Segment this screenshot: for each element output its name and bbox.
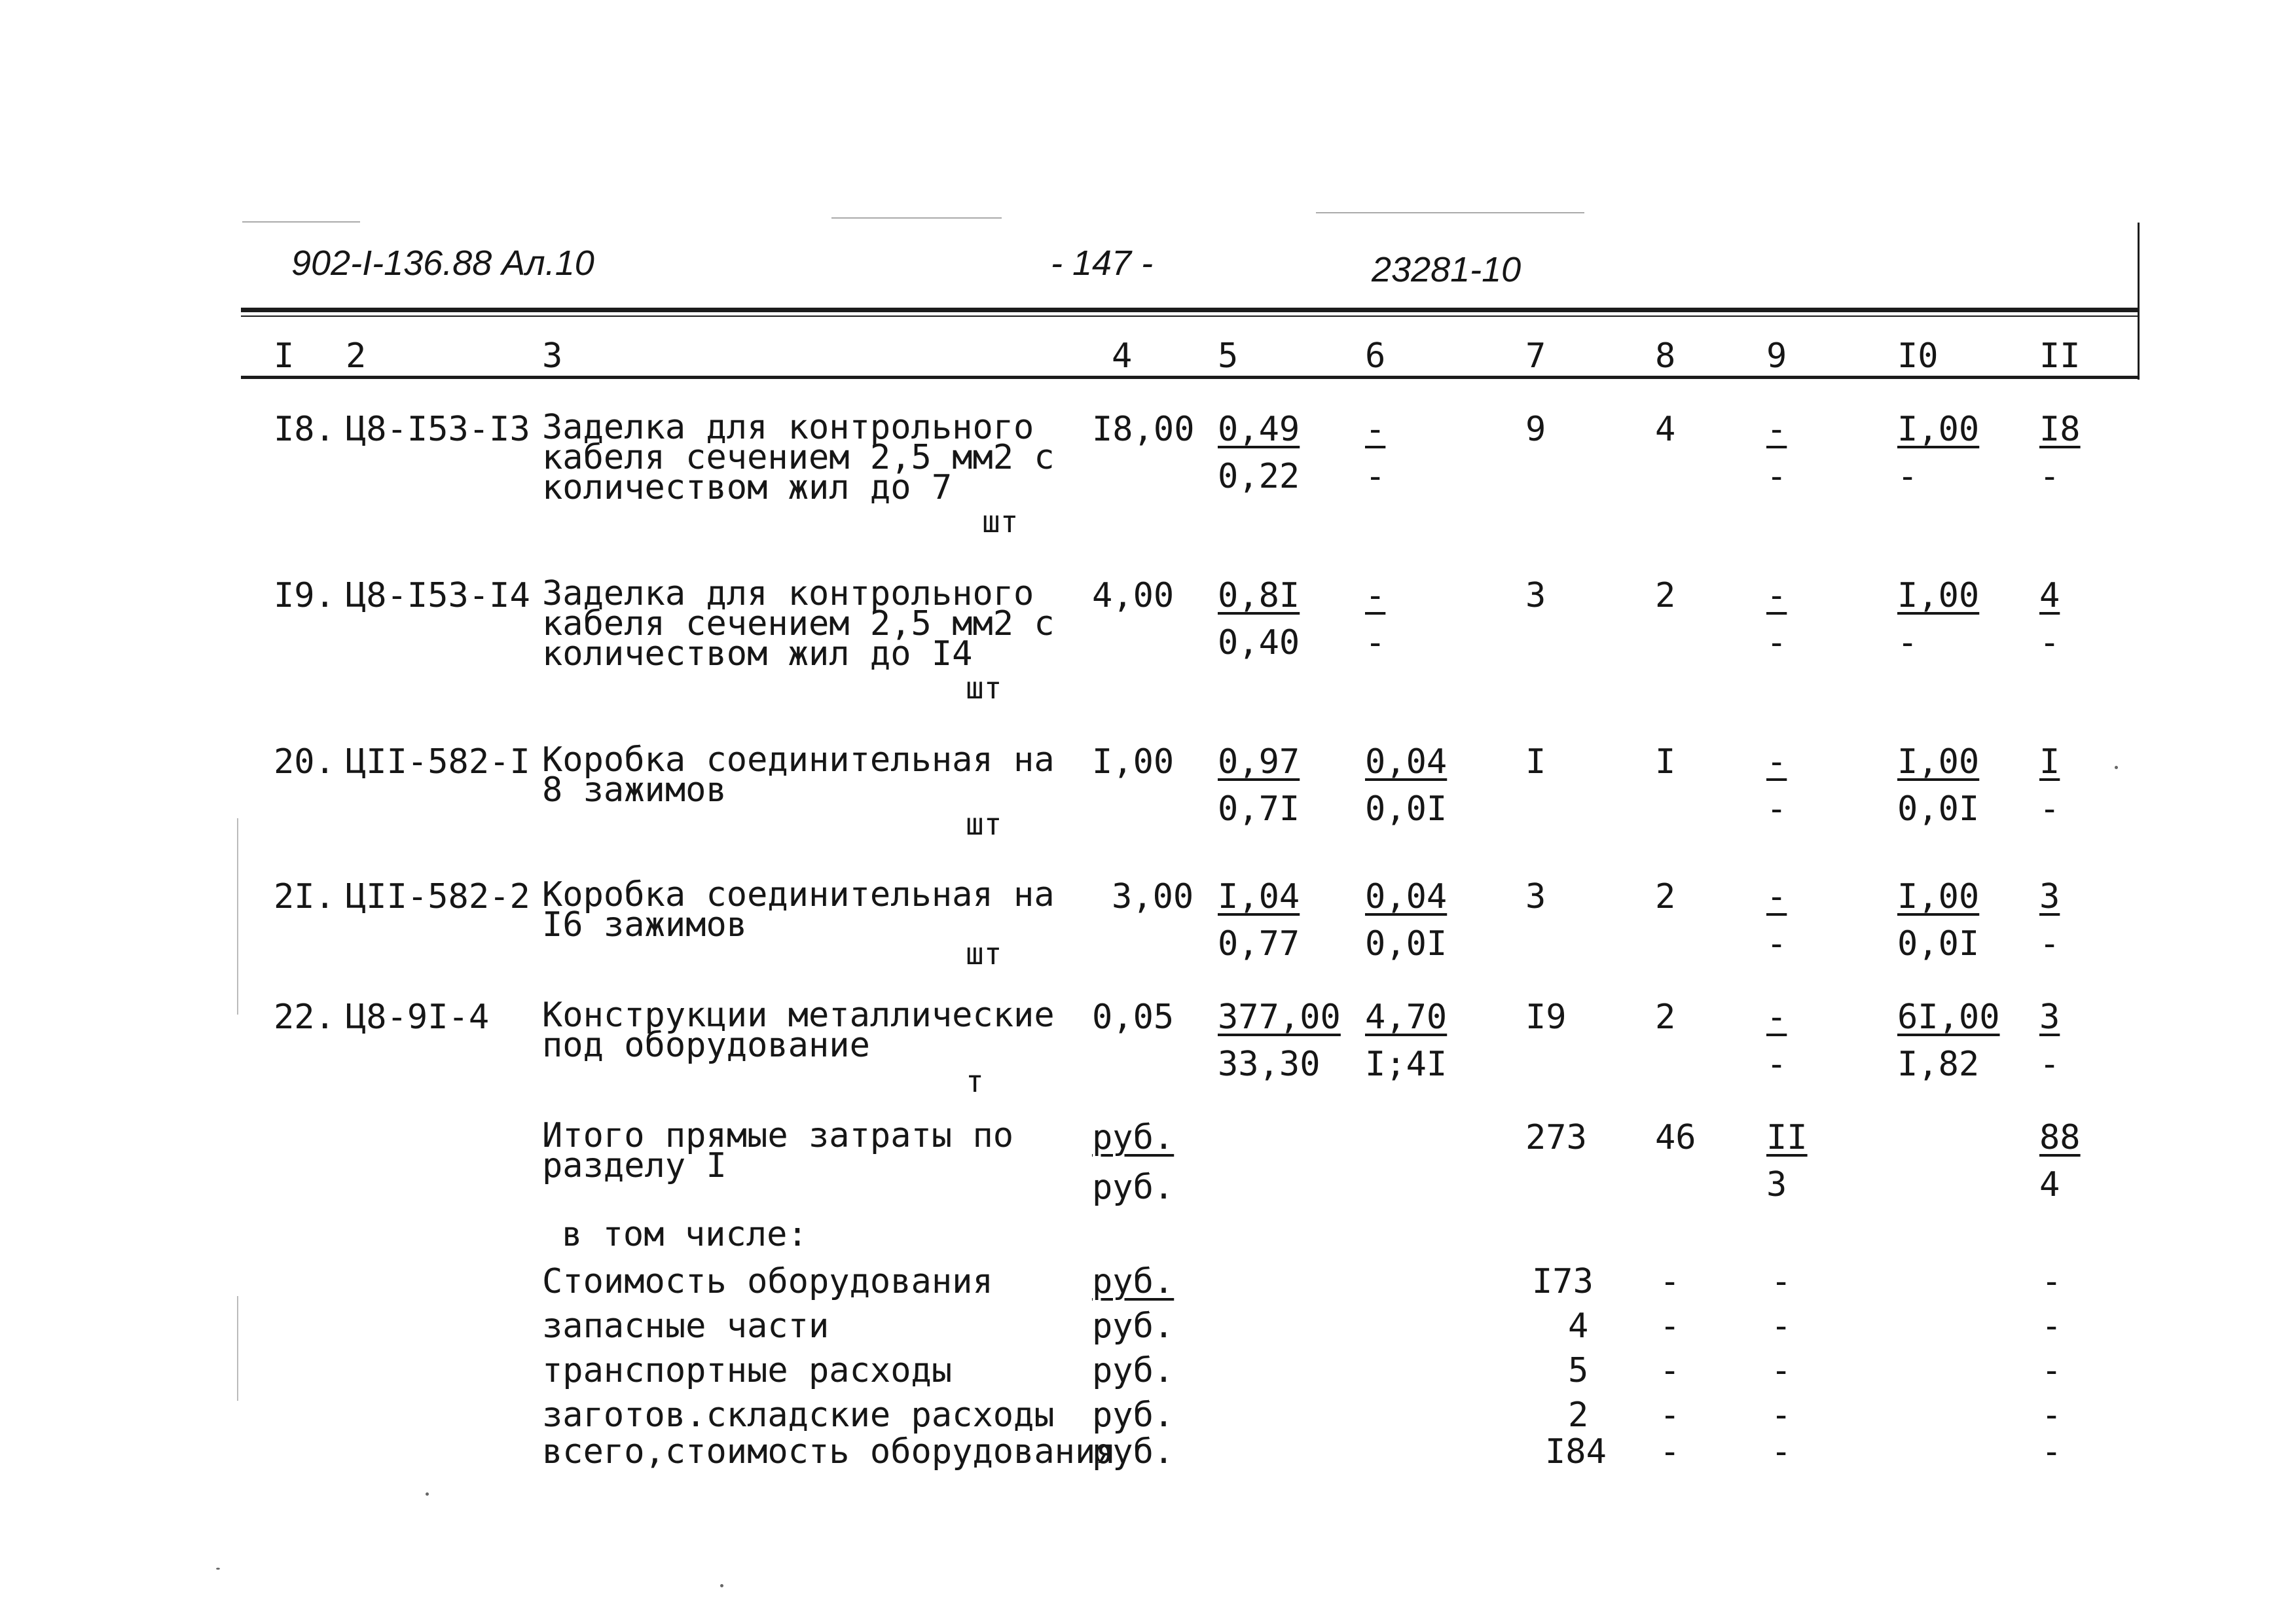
cell-col7: I9 xyxy=(1525,998,1567,1037)
cell-col6: - - xyxy=(1365,576,1386,662)
row-number: 2I. xyxy=(274,877,335,916)
cell-col9: - - xyxy=(1766,998,1787,1084)
cell-col10: $\frac{6I,00}{I,82}$ xyxy=(1897,998,2000,1084)
cell-col11: 3 - xyxy=(2039,998,2060,1084)
cell-col9: - - xyxy=(1766,877,1787,964)
scan-mark xyxy=(831,217,1002,219)
breakdown-unit: руб. xyxy=(1092,1396,1175,1435)
row-code: Ц8-9I-4 xyxy=(346,998,490,1037)
breakdown-col7: I84 xyxy=(1545,1432,1607,1471)
inventory-number: 23281-10 xyxy=(1372,250,1522,289)
row-number: 20. xyxy=(274,742,335,782)
cell-col6: - - xyxy=(1365,410,1386,496)
row-number: I8. xyxy=(274,410,335,449)
column-header: 5 xyxy=(1218,336,1239,376)
album-number: Ал.10 xyxy=(501,244,594,283)
page-number: - 147 - xyxy=(1051,244,1154,283)
breakdown-heading: в том числе: xyxy=(562,1215,808,1254)
breakdown-col7: 4 xyxy=(1568,1307,1589,1346)
column-header: 2 xyxy=(346,336,367,376)
totals-col8: 46 xyxy=(1655,1118,1696,1157)
breakdown-col8: - xyxy=(1660,1432,1681,1471)
breakdown-label: Стоимость оборудования xyxy=(542,1262,993,1301)
cell-col11: I - xyxy=(2039,742,2060,829)
cell-col6: $\frac{0,04}{0,0I}$ xyxy=(1365,877,1448,964)
totals-col11: $\frac{88}{4}$ xyxy=(2039,1118,2081,1204)
breakdown-unit: руб. xyxy=(1092,1432,1175,1471)
column-header-rule xyxy=(241,376,2140,379)
cell-col11: 4 - xyxy=(2039,576,2060,662)
cell-col7: 3 xyxy=(1525,877,1546,916)
row-unit: т xyxy=(966,1064,984,1099)
cell-col7: 9 xyxy=(1525,410,1546,449)
cell-quantity: 4,00 xyxy=(1092,576,1175,615)
scan-speck xyxy=(2115,766,2118,769)
breakdown-label: транспортные расходы xyxy=(542,1351,953,1390)
scan-mark xyxy=(1316,212,1584,213)
column-header: I xyxy=(274,336,295,376)
breakdown-label: заготов.складские расходы xyxy=(542,1396,1055,1435)
scan-mark xyxy=(237,818,238,1015)
table-right-border xyxy=(2138,223,2140,380)
row-unit: шт xyxy=(982,504,1019,539)
cell-quantity: I,00 xyxy=(1092,742,1175,782)
breakdown-col9: - xyxy=(1771,1432,1792,1471)
breakdown-col8: - xyxy=(1660,1351,1681,1390)
breakdown-col11: - xyxy=(2041,1396,2062,1435)
cell-col11: I8 - xyxy=(2039,410,2081,496)
breakdown-col9: - xyxy=(1771,1351,1792,1390)
row-unit: шт xyxy=(966,670,1002,706)
scan-speck xyxy=(216,1568,220,1570)
cell-col7: I xyxy=(1525,742,1546,782)
breakdown-unit: руб. xyxy=(1092,1262,1175,1301)
table-top-rule xyxy=(241,308,2140,312)
totals-unit: руб. xyxy=(1092,1168,1175,1207)
column-header: 3 xyxy=(542,336,563,376)
breakdown-col8: - xyxy=(1660,1307,1681,1346)
row-description: Коробка соединительная на I6 зажимов xyxy=(542,875,1055,945)
column-header: 4 xyxy=(1112,336,1133,376)
cell-col8: 4 xyxy=(1655,410,1676,449)
cell-col8: I xyxy=(1655,742,1676,782)
column-header: 9 xyxy=(1766,336,1787,376)
totals-col7: 273 xyxy=(1525,1118,1587,1157)
scan-speck xyxy=(720,1584,723,1587)
cell-col5: $\frac{0,49}{0,22}$ xyxy=(1218,410,1300,496)
totals-label: Итого прямые затраты по разделу I xyxy=(542,1116,1014,1185)
cell-col9: - - xyxy=(1766,410,1787,496)
column-header: 6 xyxy=(1365,336,1386,376)
breakdown-label: запасные части xyxy=(542,1307,829,1346)
cell-col6: $\frac{0,04}{0,0I}$ xyxy=(1365,742,1448,829)
cell-col11: 3 - xyxy=(2039,877,2060,964)
row-code: Ц8-I53-I4 xyxy=(346,576,530,615)
breakdown-unit: руб. xyxy=(1092,1351,1175,1390)
cell-quantity: I8,00 xyxy=(1092,410,1195,449)
breakdown-col8: - xyxy=(1660,1396,1681,1435)
row-description: Заделка для контрольного кабеля сечением 2,5 мм2 с количеством жил до I4 xyxy=(542,574,1055,674)
row-unit: шт xyxy=(966,806,1002,842)
cell-col9: - - xyxy=(1766,742,1787,829)
table-top-rule-thin xyxy=(241,316,2140,317)
cell-col5: $\frac{I,04}{0,77}$ xyxy=(1218,877,1300,964)
breakdown-label: всего,стоимость оборудования xyxy=(542,1432,1116,1471)
totals-col9: $\frac{II}{3}$ xyxy=(1766,1118,1808,1204)
breakdown-col7: I73 xyxy=(1532,1262,1594,1301)
cell-col5: $\frac{0,8I}{0,40}$ xyxy=(1218,576,1300,662)
row-number: 22. xyxy=(274,998,335,1037)
breakdown-col7: 5 xyxy=(1568,1351,1589,1390)
cell-col5: $\frac{377,00}{33,30}$ xyxy=(1218,998,1341,1084)
breakdown-col9: - xyxy=(1771,1262,1792,1301)
row-description: Конструкции металлические под оборудование xyxy=(542,996,1055,1065)
row-description: Коробка соединительная на 8 зажимов xyxy=(542,740,1055,810)
cell-col8: 2 xyxy=(1655,877,1676,916)
row-description: Заделка для контрольного кабеля сечением 2,5 мм2 с количеством жил до 7 xyxy=(542,408,1055,507)
totals-unit: руб. xyxy=(1092,1118,1175,1157)
column-header: 8 xyxy=(1655,336,1676,376)
column-header: II xyxy=(2039,336,2081,376)
scan-mark xyxy=(237,1296,238,1401)
column-header: I0 xyxy=(1897,336,1939,376)
column-header: 7 xyxy=(1525,336,1546,376)
cell-col9: - - xyxy=(1766,576,1787,662)
document-code: 902-I-136.88 Ал.10 xyxy=(291,244,594,283)
breakdown-unit: руб. xyxy=(1092,1307,1175,1346)
cell-col10: $\frac{I,00}{0,0I}$ xyxy=(1897,742,1980,829)
cell-col10: I,00 - xyxy=(1897,410,1980,496)
cell-col10: I,00 - xyxy=(1897,576,1980,662)
breakdown-col8: - xyxy=(1660,1262,1681,1301)
breakdown-col9: - xyxy=(1771,1396,1792,1435)
breakdown-col11: - xyxy=(2041,1351,2062,1390)
cell-col8: 2 xyxy=(1655,576,1676,615)
row-code: Ц8-I53-I3 xyxy=(346,410,530,449)
cell-col10: $\frac{I,00}{0,0I}$ xyxy=(1897,877,1980,964)
row-number: I9. xyxy=(274,576,335,615)
breakdown-col11: - xyxy=(2041,1262,2062,1301)
scan-speck xyxy=(426,1492,429,1496)
cell-col6: $\frac{4,70}{I;4I}$ xyxy=(1365,998,1448,1084)
cell-col8: 2 xyxy=(1655,998,1676,1037)
breakdown-col11: - xyxy=(2041,1432,2062,1471)
cell-col5: $\frac{0,97}{0,7I}$ xyxy=(1218,742,1300,829)
row-unit: шт xyxy=(966,936,1002,971)
breakdown-col7: 2 xyxy=(1568,1396,1589,1435)
cell-quantity: 0,05 xyxy=(1092,998,1175,1037)
scan-mark xyxy=(242,221,360,223)
row-code: ЦII-582-I xyxy=(346,742,530,782)
breakdown-col11: - xyxy=(2041,1307,2062,1346)
cell-quantity: 3,00 xyxy=(1112,877,1194,916)
cell-col7: 3 xyxy=(1525,576,1546,615)
row-code: ЦII-582-2 xyxy=(346,877,530,916)
breakdown-col9: - xyxy=(1771,1307,1792,1346)
